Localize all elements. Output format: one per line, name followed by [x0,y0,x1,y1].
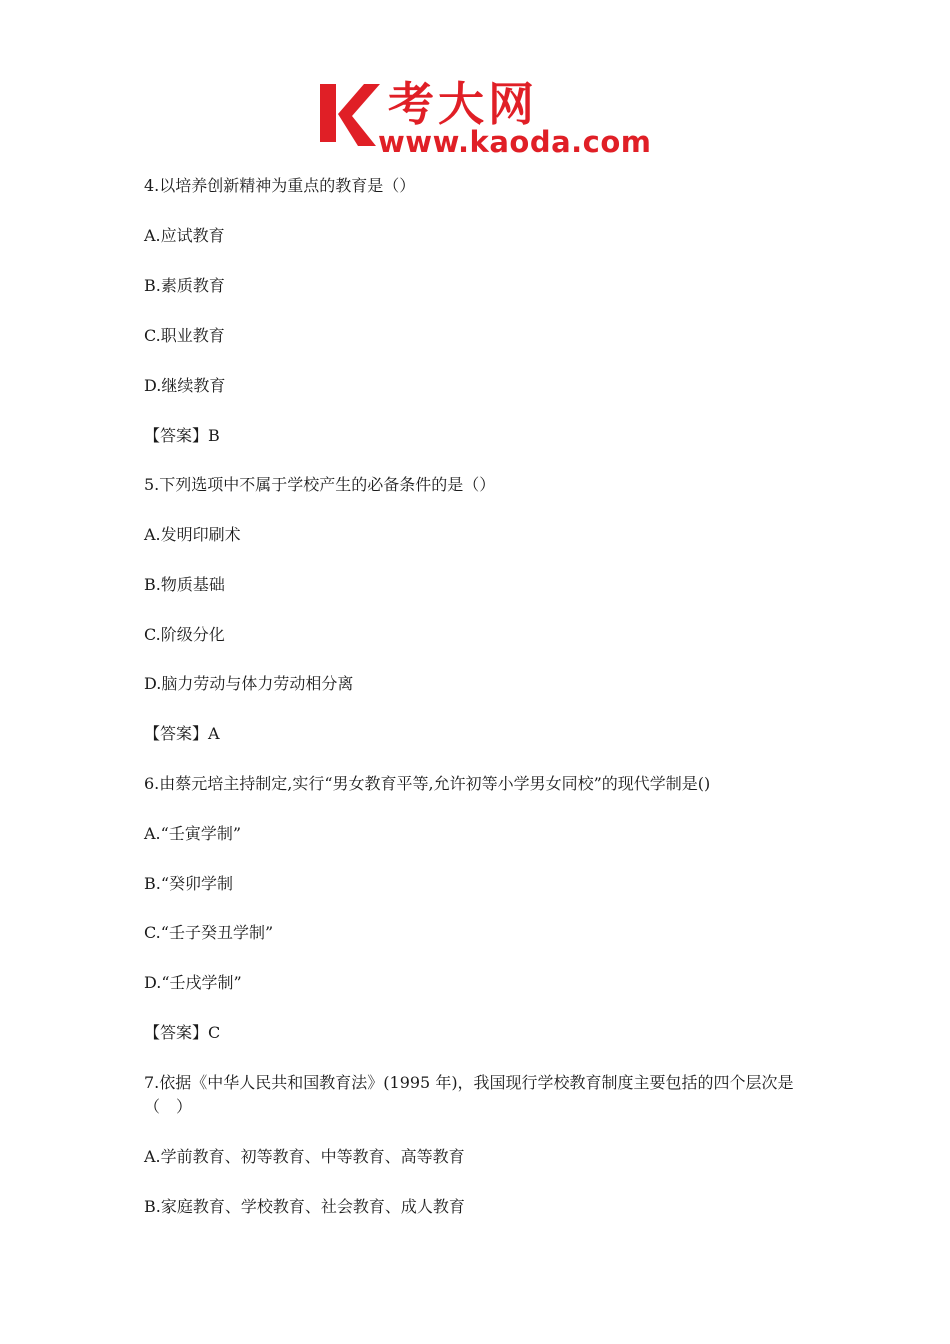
question-stem: 4.以培养创新精神为重点的教育是（） [144,176,416,195]
question-option: A.学前教育、初等教育、中等教育、高等教育 [144,1147,465,1166]
question-answer: 【答案】B [144,426,220,445]
question-stem: 5.下列选项中不属于学校产生的必备条件的是（） [144,475,496,494]
question-option: C.“壬子癸丑学制” [144,923,274,942]
question-stem: 7.依据《中华人民共和国教育法》(1995 年)，我国现行学校教育制度主要包括的四个层次是（ ） [144,1073,794,1116]
question-option: C.阶级分化 [144,625,225,644]
kaoda-logo [318,77,652,160]
logo-brand-url: www.kaoda.com [378,125,652,159]
question-stem: 6.由蔡元培主持制定,实行“男女教育平等,允许初等小学男女同校”的现代学制是() [144,774,711,793]
question-option: B.素质教育 [144,276,225,295]
k-logo-icon [318,80,380,146]
question-answer: 【答案】C [144,1023,221,1042]
question-option: B.家庭教育、学校教育、社会教育、成人教育 [144,1197,465,1216]
question-option: A.“壬寅学制” [144,824,242,843]
question-option: B.“癸卯学制 [144,874,234,893]
question-option: D.脑力劳动与体力劳动相分离 [144,674,354,693]
question-option: D.继续教育 [144,376,226,395]
logo-brand-cn: 考大网 [388,77,538,131]
question-option: A.应试教育 [144,226,225,245]
question-option: B.物质基础 [144,575,225,594]
question-option: D.“壬戌学制” [144,973,242,992]
question-answer: 【答案】A [144,724,220,743]
question-option: C.职业教育 [144,326,225,345]
question-option: A.发明印刷术 [144,525,241,544]
